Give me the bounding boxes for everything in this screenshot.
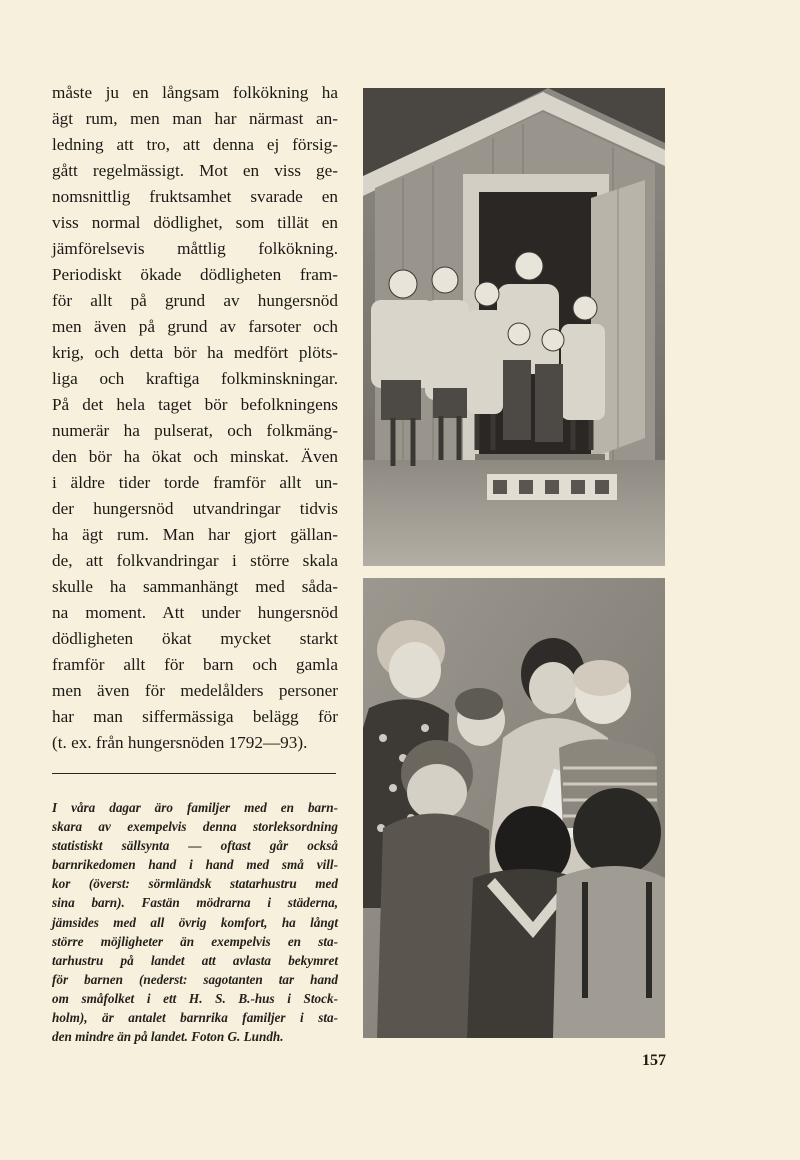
body-line: i äldre tider torde framför allt un- (52, 473, 338, 492)
body-line: men även på grund av farsoter och (52, 317, 338, 336)
body-line: ledning att tro, att denna ej försig- (52, 135, 338, 154)
body-line: har man siffermässiga belägg för (52, 707, 338, 726)
body-text (52, 80, 338, 756)
body-line: dödligheten ökat mycket starkt (52, 629, 338, 648)
caption-line: större möjligheter än exempelvis en sta- (52, 933, 338, 949)
caption-line: den mindre än på landet. Foton G. Lundh. (52, 1029, 284, 1045)
caption-line: skara av exempelvis denna storleksordning (52, 819, 338, 835)
body-line: viss normal dödlighet, som tillät en (52, 213, 338, 232)
caption-line: för barnen (nederst: sagotanten tar hand (52, 971, 338, 987)
photo-children-illustration (363, 578, 665, 1038)
caption-line: statistiskt sällsynta — oftast går också (52, 838, 338, 854)
body-line: den bör ha ökat och minskat. Även (52, 447, 338, 466)
body-line: ägt rum, men man har närmast an- (52, 109, 338, 128)
caption-line: jämsides med all övrig komfort, ha långt (52, 914, 338, 930)
caption-line: barnrikedomen hand i hand med små vill- (52, 857, 338, 873)
photo-family-at-cottage (363, 88, 665, 566)
body-line: för allt på grund av hungersnöd (52, 291, 338, 310)
photo-family-illustration (363, 88, 665, 566)
body-line: (t. ex. från hungersnöden 1792—93). (52, 733, 308, 752)
body-line: de, att folkvandringar i större skala (52, 551, 338, 570)
caption-line: sina barn). Fastän mödrarna i städerna, (52, 895, 338, 911)
photo-storytelling-children (363, 578, 665, 1038)
body-line: der hungersnöd utvandringar tidvis (52, 499, 338, 518)
body-line: måste ju en långsam folkökning ha (52, 83, 338, 102)
body-line: krig, och detta bör ha medfört plöts- (52, 343, 338, 362)
caption-line: kor (överst: sörmländsk statarhustru med (52, 876, 338, 892)
page-number: 157 (642, 1052, 666, 1069)
body-line: nomsnittlig fruktsamhet svarade en (52, 187, 338, 206)
body-line: ha ägt rum. Man har gjort gällan- (52, 525, 338, 544)
body-line: skulle ha sammanhängt med såda- (52, 577, 338, 596)
caption-line: I våra dagar äro familjer med en barn- (52, 800, 338, 815)
body-line: gått regelmässigt. Mot en viss ge- (52, 161, 338, 180)
body-line: numerär ha pulserat, och folkmäng- (52, 421, 338, 440)
caption-line: tarhustru på landet att avlasta bekymret (52, 952, 338, 968)
body-line: På det hela taget bör befolkningens (52, 395, 338, 414)
body-line: framför allt för barn och gamla (52, 655, 338, 674)
body-line: men även för medelålders personer (52, 681, 338, 700)
body-line: jämförelsevis måttlig folkökning. (52, 239, 338, 258)
body-line: na moment. Att under hungersnöd (52, 603, 338, 622)
caption-divider (52, 773, 336, 774)
body-line: Periodiskt ökade dödligheten fram- (52, 265, 338, 284)
caption-line: om småfolket i ett H. S. B.-hus i Stock- (52, 990, 338, 1006)
photo-caption (52, 798, 338, 1046)
caption-line: holm), är antalet barnrika familjer i sta- (52, 1010, 338, 1026)
body-line: liga och kraftiga folkminskningar. (52, 369, 338, 388)
